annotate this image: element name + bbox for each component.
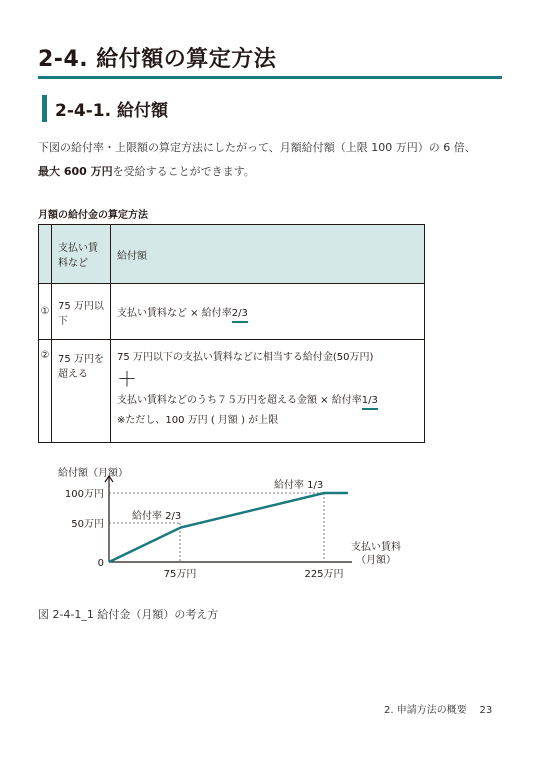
table-header-row <box>39 225 425 284</box>
row-number: ② <box>39 340 52 443</box>
intro-paragraph <box>38 136 508 184</box>
row-formula <box>111 284 425 340</box>
annotation-rate-1-3: 給付率 1/3 <box>274 480 324 491</box>
section-accent-bar <box>42 95 47 122</box>
intro-line2: を受給することができます。 <box>112 165 255 178</box>
benefit-table <box>38 224 425 443</box>
page-title: 2-4. 給付額の算定方法 <box>38 47 277 72</box>
formula-line1: 75 万円以下の支払い賃料などに相当する給付金(50万円) <box>117 352 374 363</box>
benefit-chart <box>38 462 438 587</box>
y-axis-label: 給付額（月額） <box>58 468 128 479</box>
plus-sign: ＋ <box>117 367 137 391</box>
y-tick-100: 100万円 <box>64 489 104 500</box>
formula-line2-prefix: 支払い賃料などのうち７５万円を超える金額 × 給付率 <box>117 395 362 406</box>
section-heading: 2-4-1. 給付額 <box>55 101 168 121</box>
formula-rate: 2/3 <box>232 308 248 323</box>
footer-page-number: 23 <box>479 705 493 716</box>
annotation-rate-2-3: 給付率 2/3 <box>132 511 182 522</box>
table-title: 月額の給付金の算定方法 <box>38 210 148 221</box>
table-header-blank <box>39 225 52 284</box>
formula-note: ※ただし、100 万円 ( 月額 ) が上限 <box>117 415 279 426</box>
benefit-line <box>109 493 348 562</box>
x-axis-label-line1: 支払い賃料 <box>351 542 401 553</box>
y-tick-50: 50万円 <box>71 519 104 530</box>
footer-section: 2. 申請方法の概要 <box>384 705 467 716</box>
table-row <box>39 284 425 340</box>
formula-prefix: 支払い賃料など × 給付率 <box>117 308 232 319</box>
page-footer <box>384 701 492 716</box>
intro-line1: 下図の給付率・上限額の算定方法にしたがって、月額給付額（上限 100 万円）の 6 倍、 <box>38 141 476 154</box>
row-condition: 75 万円を超える <box>52 340 111 443</box>
intro-bold: 最大 600 万円 <box>38 165 113 178</box>
x-axis-label-line2: （月額） <box>356 555 396 566</box>
x-tick-225: 225万円 <box>304 569 344 580</box>
figure-caption: 図 2-4-1_1 給付金（月額）の考え方 <box>38 608 219 621</box>
row-condition: 75 万円以下 <box>52 284 111 340</box>
x-tick-75: 75万円 <box>163 569 197 580</box>
table-header-col1: 支払い賃料など <box>52 225 111 284</box>
table-header-col2: 給付額 <box>111 225 425 284</box>
title-rule <box>38 76 502 79</box>
row-number: ① <box>39 284 52 340</box>
table-row <box>39 340 425 443</box>
formula-line2-rate: 1/3 <box>362 395 378 410</box>
row-formula <box>111 340 425 443</box>
y-tick-0: 0 <box>97 558 104 569</box>
